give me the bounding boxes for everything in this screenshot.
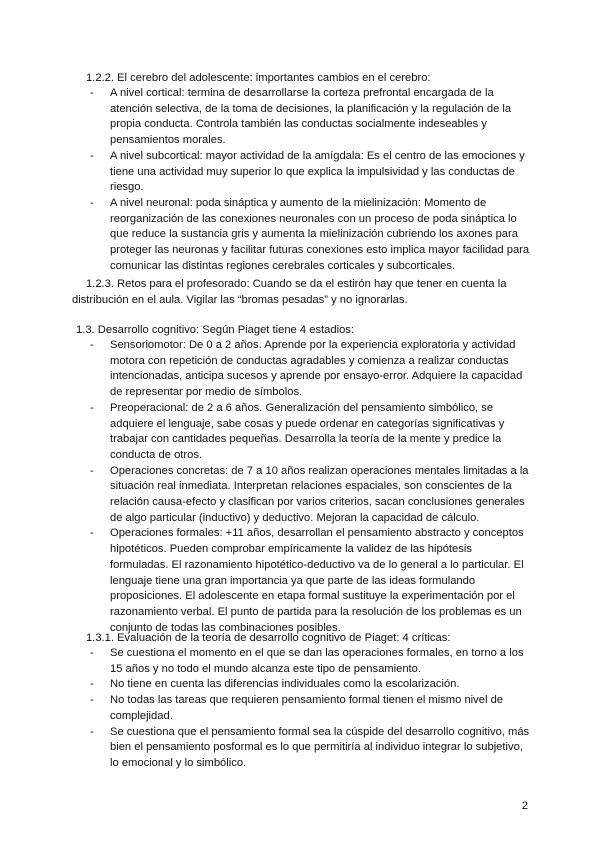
heading-1-3: 1.3. Desarrollo cognitivo: Según Piaget tiene 4 estadios: [76,324,354,336]
list-item: - Sensoriomotor: De 0 a 2 años. Aprende por la experiencia exploratoria y actividad motora con repetición de conductas agradables y comienza a realizar conductas intencionadas, anticipa sucesos y aprende por ensayo-error. Adquiere la capacidad de representar por medio de símbolos. [90,339,523,399]
list-item: - Se cuestiona que el pensamiento formal sea la cúspide del desarrollo cognitivo, más bien el pensamiento posformal es lo que permitiría al individuo integrar lo subjetivo, lo emocional y lo simbólico. [90,725,530,769]
bullet-dash: - [90,725,94,738]
page-number: 2 [521,800,528,812]
list-item: - Se cuestiona el momento en el que se dan las operaciones formales, en torno a los 15 años y no todo el mundo alcanza este tipo de pensamiento. [90,647,524,675]
list-item: - Preoperacional: de 2 a 6 años. Generalización del pensamiento simbólico, se adquiere el lenguaje, sabe cosas y puede ordenar en categorías significativas y trabajar con cantidades pequeñas. Desarrolla la teoría de la mente y predice la conducta de otros. [90,401,505,461]
list-brain-changes [90,86,530,274]
list-piaget-critiques [90,646,530,772]
heading-1-3-1: 1.3.1. Evaluación de la teoría de desarrollo cognitivo de Piaget: 4 críticas: [86,632,451,644]
bullet-dash: - [90,401,94,414]
bullet-dash: - [90,149,94,162]
bullet-dash: - [90,87,94,99]
bullet-dash: - [90,678,94,691]
list-item: - No tiene en cuenta las diferencias individuales como la escolarización. [90,677,530,693]
list-item: - Operaciones formales: +11 años, desarrollan el pensamiento abstracto y conceptos hipotéticos. Pueden comprobar empíricamente la validez de las hipótesis formuladas. El razonamiento hipotético-deductivo va de lo general a lo particular. El lenguaje tiene una gran importancia ya que parte de las ideas formulando proposiciones. El adolescente en etapa formal sustituye la experimentación por el razonamiento verbal. El punto de partida para la resolución de los problemas es un conjunto de todas las combinaciones posibles. [90,527,524,634]
bullet-dash: - [90,647,94,659]
paragraph-1-2-3: 1.2.3. Retos para el profesorado: Cuando se da el estirón hay que tener en cuenta la distribución en el aula. Vigilar las “bromas pesadas” y no ignorarlas. [72,278,507,306]
bullet-dash: - [90,694,94,707]
bullet-dash: - [90,339,94,351]
heading-1-2-2: 1.2.2. El cerebro del adolescente: importantes cambios en el cerebro: [86,72,431,84]
bullet-dash: - [90,464,94,477]
list-piaget-stages [90,338,530,636]
bullet-dash: - [90,527,94,540]
bullet-dash: - [90,196,94,209]
list-item: - No todas las tareas que requieren pensamiento formal tienen el mismo nivel de complejidad. [90,694,504,722]
list-item: - A nivel cortical: termina de desarrollarse la corteza prefrontal encargada de la atención selectiva, de la toma de decisiones, la planificación y la regulación de la propia conducta. Controla también las conductas socialmente indeseables y pensamientos morales. [90,87,512,147]
list-item: - A nivel neuronal: poda sináptica y aumento de la mielinización: Momento de reorganización de las conexiones neuronales con un proceso de poda sináptica lo que reduce la sustancia gris y aumenta la mielinización cubriendo los axones para proteger las neuronas y facilitar futuras conexiones esto implica mayor facilidad para comunicar las distintas regiones cerebrales corticales y subcorticales. [90,196,530,272]
list-item: - Operaciones concretas: de 7 a 10 años realizan operaciones mentales limitadas a la situación real inmediata. Interpretan relaciones espaciales, son conscientes de la relación causa-efecto y clasifican por varios criterios, sacan conclusiones generales de algo particular (inductivo) y deductivo. Mejoran la capacidad de cálculo. [90,464,529,524]
list-item: - A nivel subcortical: mayor actividad de la amígdala: Es el centro de las emociones y tiene una actividad muy superior lo que explica la impulsividad y las conductas de riesgo. [90,149,525,194]
